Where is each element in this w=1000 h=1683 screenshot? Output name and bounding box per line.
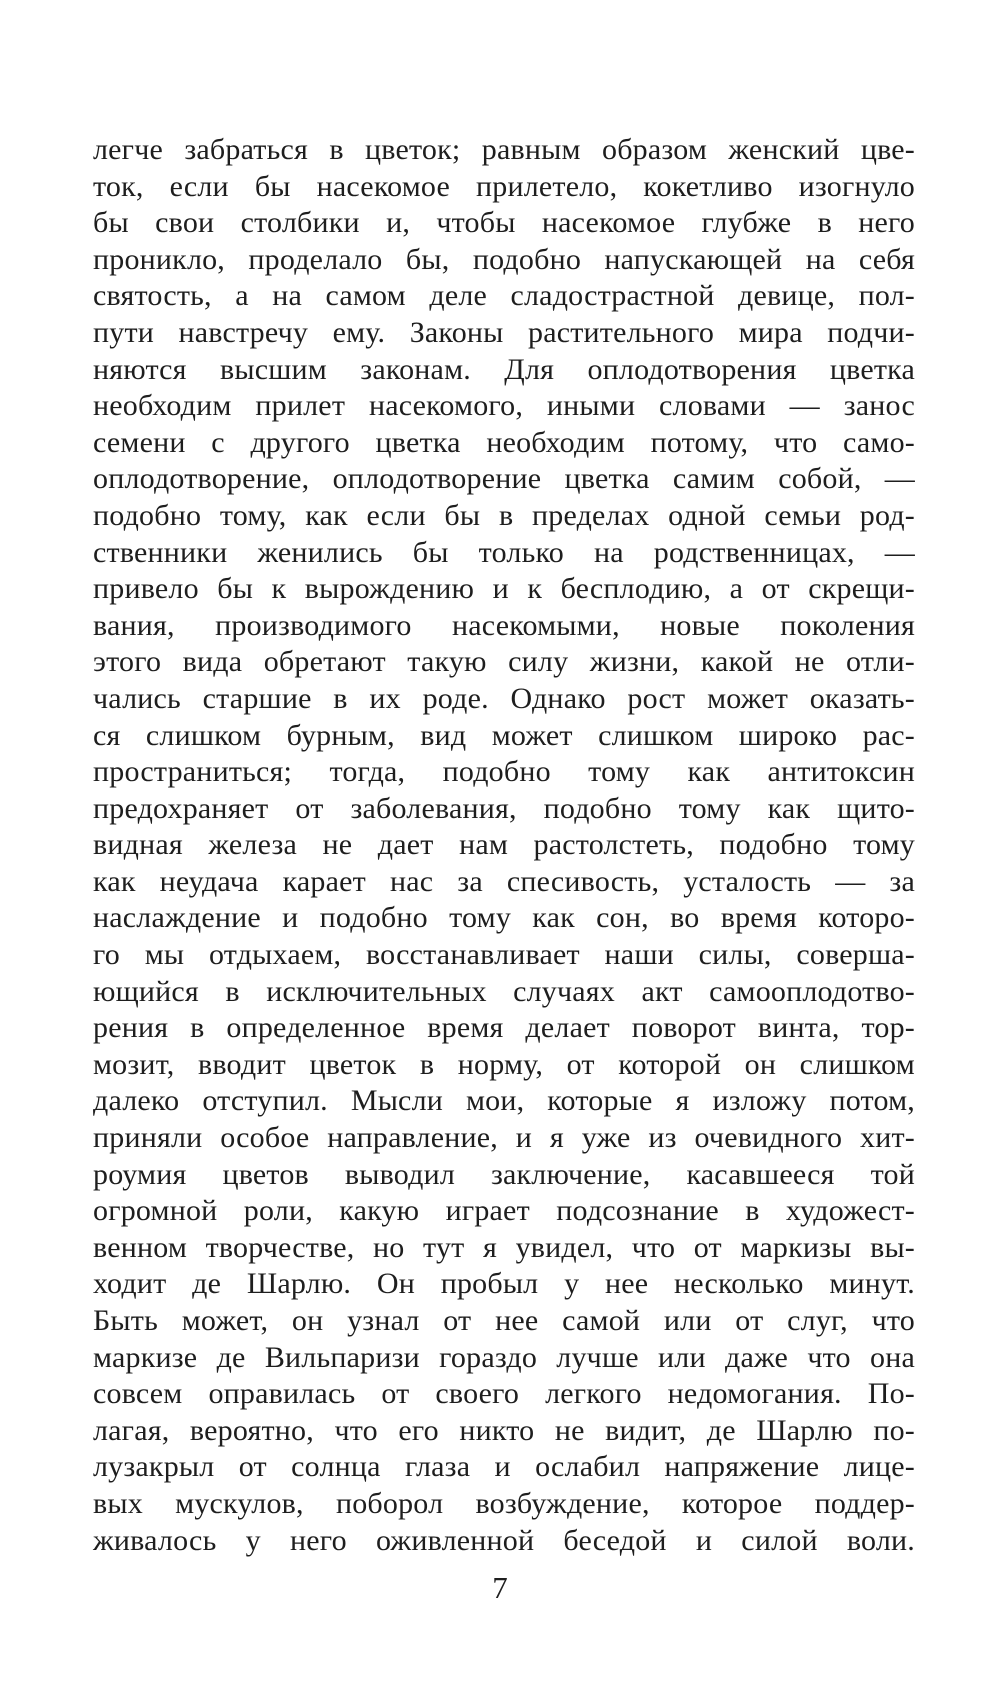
text-line: огромной роли, какую играет подсознание в художест- [93,1194,915,1228]
text-line: привело бы к вырождению и к бесплодию, а от скрещи- [93,572,915,606]
text-line: подобно тому, как если бы в пределах одной семьи род- [93,498,915,532]
text-line: как неудача карает нас за спесивость, усталость — за [93,864,915,898]
text-line: оплодотворение, оплодотворение цветка самим собой, — [93,462,915,496]
text-line: легче забраться в цветок; равным образом женский цве- [93,133,915,166]
text-line: Быть может, он узнал от нее самой или от слуг, что [93,1304,915,1337]
text-line: венном творчестве, но тут я увидел, что от маркизы вы- [93,1230,915,1264]
text-line: ся слишком бурным, вид может слишком широко рас- [93,718,915,752]
text-line: совсем оправилась от своего легкого недомогания. По- [93,1377,915,1411]
body-text [93,132,915,1559]
text-line: роумия цветов выводил заключение, касавшееся той [93,1157,915,1191]
text-line: ственники женились бы только на родственницах, — [93,535,915,569]
text-line: проникло, проделало бы, подобно напускающей на себя [93,242,915,276]
text-line: святость, а на самом деле сладострастной девице, пол- [93,279,915,313]
text-line: пути навстречу ему. Законы растительного мира подчи- [93,315,915,349]
text-line: ющийся в исключительных случаях акт самооплодотво- [93,974,915,1008]
text-line: ток, если бы насекомое прилетело, кокетливо изогнуло [93,169,915,203]
text-line: этого вида обретают такую силу жизни, какой не отли- [93,645,915,679]
text-line: чались старшие в их роде. Однако рост может оказать- [93,681,915,715]
text-line: видная железа не дает нам растолстеть, подобно тому [93,828,915,862]
text-line: вых мускулов, поборол возбуждение, которое поддер- [93,1486,915,1520]
text-line: рения в определенное время делает поворот винта, тор- [93,1011,915,1045]
text-line: вания, производимого насекомыми, новые поколения [93,608,915,642]
text-line: наслаждение и подобно тому как сон, во время которо- [93,901,915,935]
text-line: ходит де Шарлю. Он пробыл у нее несколько минут. [93,1267,915,1301]
text-line: бы свои столбики и, чтобы насекомое глубже в него [93,206,915,240]
text-line: необходим прилет насекомого, иными словами — занос [93,389,915,423]
text-line: маркизе де Вильпаризи гораздо лучше или даже что она [93,1340,915,1374]
text-line: семени с другого цветка необходим потому, что само- [93,425,915,459]
page-number: 7 [492,1570,508,1605]
text-line: предохраняет от заболевания, подобно тому как щито- [93,791,915,825]
text-line: лузакрыл от солнца глаза и ослабил напряжение лице- [93,1450,915,1484]
text-line: далеко отступил. Мысли мои, которые я изложу потом, [93,1084,915,1118]
text-line: живалось у него оживленной беседой и силой воли. [93,1523,915,1557]
text-line: приняли особое направление, и я уже из очевидного хит- [93,1121,915,1155]
text-line: няются высшим законам. Для оплодотворения цветка [93,352,915,386]
text-line: пространиться; тогда, подобно тому как антитоксин [93,755,915,789]
text-line: го мы отдыхаем, восстанавливает наши силы, соверша- [93,938,915,972]
text-line: мозит, вводит цветок в норму, от которой он слишком [93,1047,915,1081]
text-line: лагая, вероятно, что его никто не видит, де Шарлю по- [93,1413,915,1447]
